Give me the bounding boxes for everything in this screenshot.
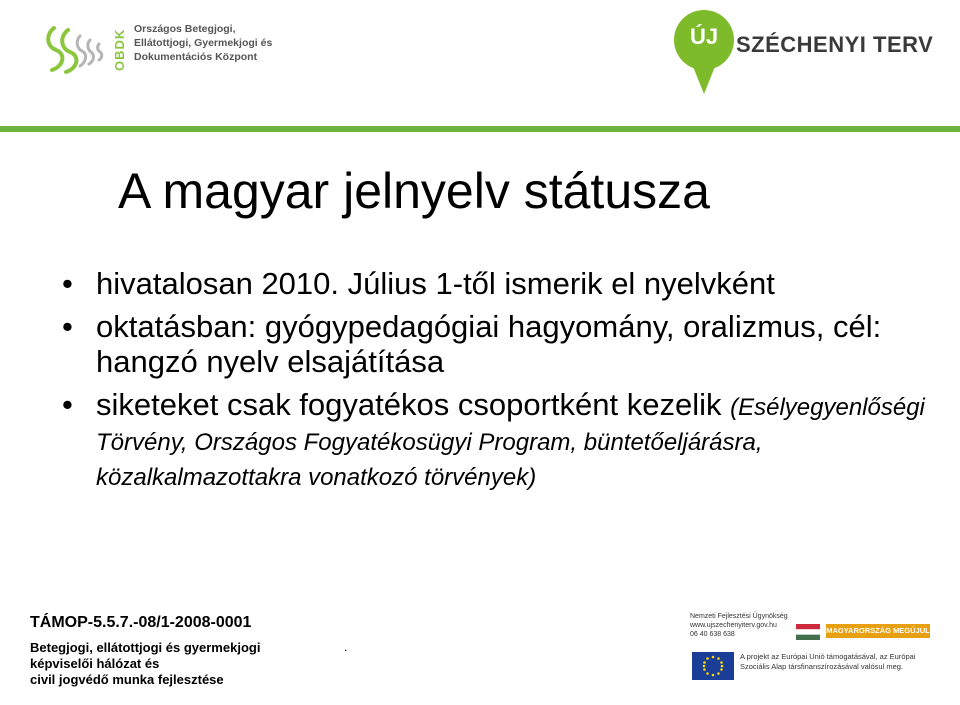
bullet-icon: • — [62, 309, 73, 344]
obdk-name: Országos Betegjogi, Ellátottjogi, Gyermekjogi és Dokumentációs Központ — [134, 23, 273, 63]
bullet-list — [58, 266, 938, 500]
obdk-vertical-text: OBDK — [112, 28, 127, 72]
obdk-swirl-icon — [44, 20, 110, 78]
bullet-item — [58, 387, 938, 492]
bullet-note: (Esélyegyenlőségi Törvény, Országos Fogyatékosügyi Program, büntetőeljárásra, közalkalmazottakra vonatkozó törvények) — [96, 394, 925, 491]
nfu-info: Nemzeti Fejlesztési Ügynökség www.ujszechenyiterv.gov.hu 06 40 638 638 — [690, 613, 788, 638]
slide-title: A magyar jelnyelv státusza — [118, 163, 710, 219]
separator-dot: . — [344, 640, 348, 654]
bullet-text: oktatásban: gyógypedagógiai hagyomány, oralizmus, cél: hangzó nyelv elsajátítása — [96, 309, 882, 379]
eu-flag-icon — [692, 652, 734, 680]
eu-funding-text: A projekt az Európai Unió támogatásával, az Európai Szociális Alap társfinanszírozásával valósul meg. — [740, 652, 916, 671]
szechenyi-terv-logo — [672, 10, 942, 94]
project-description: Betegjogi, ellátottjogi és gyermekjogi képviselői hálózat és civil jogvédő munka fejlesztése — [30, 640, 261, 687]
bullet-text: siketeket csak fogyatékos csoportként kezelik — [96, 387, 722, 422]
bullet-item — [58, 309, 938, 379]
hungarian-flag-icon — [796, 624, 820, 640]
szechenyi-badge: ÚJ — [689, 24, 719, 49]
bullet-text: hivatalosan 2010. Július 1-től ismerik el nyelvként — [96, 266, 775, 301]
obdk-logo — [44, 18, 273, 82]
map-pin-icon — [672, 10, 736, 94]
banner-magyarorszag-megujul: MAGYARORSZÁG MEGÚJUL — [826, 624, 930, 638]
project-code: TÁMOP-5.5.7.-08/1-2008-0001 — [30, 614, 252, 631]
bullet-icon: • — [62, 387, 73, 422]
bullet-icon: • — [62, 266, 73, 301]
bullet-item — [58, 266, 938, 301]
szechenyi-name: SZÉCHENYI TERV — [736, 32, 934, 57]
header-divider — [0, 126, 960, 132]
